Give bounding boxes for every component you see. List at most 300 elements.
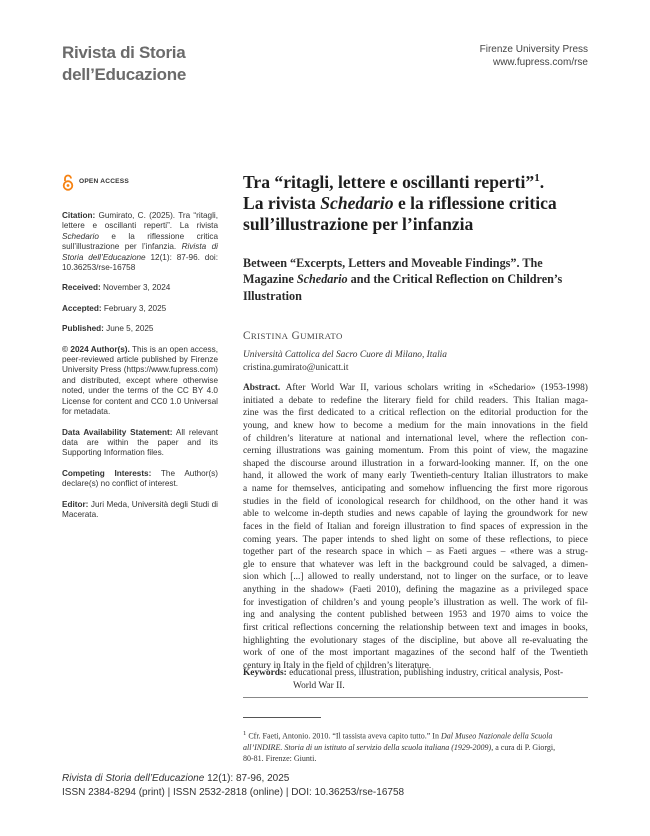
abstract-line (243, 470, 588, 483)
title-line-2-b: e la riflessione critica (393, 192, 557, 213)
abstract-word: of (297, 547, 306, 558)
abstract-word: how (319, 420, 336, 431)
abstract-word: on (434, 534, 445, 545)
abstract-word: new (572, 509, 588, 520)
abstract-word: of (508, 521, 517, 532)
abstract-word: name (251, 484, 273, 494)
abstract-word: the (403, 635, 415, 646)
footer-journal: Rivista di Storia dell’Educazione (62, 773, 205, 784)
abstract-line (243, 609, 588, 622)
abstract-word: the (277, 521, 290, 532)
abstract-word: the (312, 660, 327, 671)
abstract-word: where (484, 433, 508, 444)
abstract-word: The (522, 597, 538, 608)
abstract-word: main (467, 420, 487, 431)
abstract-word: the (293, 585, 306, 595)
abstract-word: salvaged, (512, 559, 548, 570)
abstract-line (243, 395, 588, 408)
abstract-word: point (472, 446, 493, 457)
abstract-word: childhood, (440, 496, 481, 507)
abstract-word: first (512, 484, 528, 494)
abstract-word: hand (539, 496, 559, 507)
abstract-word: become (353, 420, 383, 431)
abstract-word: and (377, 509, 392, 520)
footnote-line-3: 80-81. Firenze: Giunti. (243, 753, 317, 763)
citation-text-1: Gumirato, C. (2025). Tra “ritagli, lettere e oscillanti reperti”. La rivista (62, 211, 218, 231)
abstract-line (243, 420, 588, 433)
abstract-word: argues (471, 547, 497, 558)
title-line-1 (243, 168, 588, 193)
abstract-word: and (260, 610, 274, 621)
data-availability-block (62, 428, 218, 459)
abstract-word: work (243, 648, 263, 659)
abstract-word: in (407, 458, 415, 469)
abstract-word: writing (443, 383, 471, 393)
abstract-word: some (448, 534, 469, 545)
abstract-word: in (395, 559, 403, 570)
subtitle-line-2-a: Magazine (243, 272, 297, 287)
abstract-word: relationship (399, 622, 444, 633)
abstract-word: gle (243, 559, 255, 570)
abstract-word: in (387, 547, 395, 558)
abstract-word: illustrators (511, 471, 552, 482)
abstract-word: for (276, 484, 288, 494)
data-availability-label: Data Availability Statement: (62, 427, 173, 437)
abstract-word: to (358, 408, 366, 419)
abstract-word: on (543, 458, 553, 469)
abstract-word: was (573, 496, 588, 507)
abstract-word: 1970 (491, 610, 510, 621)
abstract-word: various (374, 383, 402, 393)
abstract-word: analysing (279, 610, 316, 621)
footnote-line-1 (243, 728, 588, 742)
abstract-word: of (390, 635, 399, 646)
abstract-line (243, 382, 588, 395)
abstract-word: to (556, 534, 564, 545)
abstract-word: aims (515, 610, 533, 621)
abstract-word: 2010), (376, 585, 401, 595)
received-date: November 3, 2024 (100, 283, 171, 293)
abstract-word: magazine (459, 585, 496, 595)
abstract-word: or (544, 572, 553, 583)
abstract-word: of (243, 433, 251, 444)
abstract-word: field (302, 496, 320, 507)
abstract-word: debate (288, 395, 313, 406)
abstract-line (243, 584, 588, 597)
title-line-2-a: La rivista (243, 192, 321, 213)
abstract-word: be (498, 559, 508, 570)
abstract-word: capable (419, 509, 448, 520)
abstract-word: between (411, 610, 444, 621)
abstract-word: of (520, 648, 529, 659)
abstract-word: people’s (408, 597, 440, 608)
abstract-word: Italian (483, 471, 508, 482)
abstract-word: concerning (337, 622, 379, 633)
abstract-word: medium (397, 420, 429, 431)
abstract-word: fil- (576, 597, 588, 608)
abstract-word: a (552, 559, 557, 570)
abstract-word: groundwork (507, 509, 553, 520)
abstract-word: critical (262, 622, 289, 633)
abstract-line (243, 508, 588, 521)
abstract-word: to (262, 509, 271, 520)
abstract-word: the (293, 635, 306, 646)
abstract-word: to (538, 610, 546, 621)
abstract-word: and (274, 420, 288, 431)
footer-line-1 (62, 772, 404, 786)
abstract-word: II, (360, 383, 369, 393)
abstract-word: in (281, 585, 289, 595)
abstract-word: the (312, 648, 325, 659)
abstract-word: this (454, 446, 468, 457)
abstract-word: the (557, 458, 570, 469)
abstract-word: half (500, 648, 516, 659)
abstract-word: shed (390, 534, 409, 545)
journal-name-line-2: dell’Educazione (62, 65, 186, 84)
abstract-line (243, 521, 588, 534)
abstract-word: the (499, 496, 511, 507)
abstract-line (243, 597, 588, 610)
abstract-word: understand, (379, 572, 423, 583)
abstract-word: production (515, 408, 557, 419)
abstract-word: readers. (478, 395, 509, 406)
abstract-word: was (263, 408, 278, 419)
abstract-word: work (326, 471, 347, 482)
abstract-word: cerning (243, 446, 272, 457)
abstract-word: for (438, 395, 450, 406)
received-label: Received: (62, 283, 101, 293)
subtitle-line-3: Illustration (243, 288, 302, 303)
author-affiliation-block (243, 349, 588, 374)
abstract-word: able (243, 509, 259, 520)
open-access-label: OPEN ACCESS (79, 178, 129, 186)
abstract-word: books, (563, 622, 588, 633)
abstract-word: illustration (404, 521, 445, 532)
abstract-line (243, 647, 588, 660)
abstract-word: of (315, 521, 323, 532)
abstract-word: a (279, 395, 284, 406)
abstract-word: together (243, 547, 274, 558)
abstract-word: the (286, 496, 298, 507)
abstract-word: illustration (443, 597, 485, 608)
abstract-word: in (476, 383, 484, 393)
abstract-word: expression (520, 521, 561, 532)
copyright-block (62, 345, 218, 418)
abstract-word: shaped (243, 458, 270, 469)
data-availability-text: All relevant data are within the paper and its Supporting Information files. (62, 427, 218, 458)
abstract-word: content (337, 610, 365, 621)
abstract-word: editorial (480, 408, 512, 419)
abstract-word: This (513, 395, 530, 406)
abstract-word: discipline, (419, 635, 459, 646)
abstract-word: After (285, 383, 306, 393)
abstract-word: as (436, 547, 444, 558)
abstract-word: momentum. (378, 446, 424, 457)
abstract-word: War (339, 383, 355, 393)
abstract-word: allowed (277, 471, 307, 482)
abstract-word: If, (530, 458, 539, 469)
abstract-word: manner. (495, 458, 526, 469)
abstract-word: on (481, 572, 491, 583)
citation-journal: Rivista di Storia dell’Educazione (62, 242, 218, 262)
article-title (243, 168, 588, 235)
abstract-word: more (532, 484, 552, 494)
abstract-word: for (434, 420, 445, 431)
abstract-word: in (551, 622, 559, 633)
abstract-word: ensure (271, 559, 296, 570)
abstract-label: Abstract. (243, 383, 281, 393)
publisher-name: Firenze University Press (479, 44, 588, 55)
abstract-word: faces (243, 521, 263, 532)
abstract-word: as (501, 585, 509, 595)
accepted-date: February 3, 2025 (101, 303, 167, 313)
abstract-word: re-evaluating (521, 635, 572, 646)
abstract-word: paper (321, 534, 343, 545)
title-line-3: sull’illustrazione per l’infanzia (243, 213, 474, 234)
abstract-word: above (480, 635, 503, 646)
abstract-word: scholars (407, 383, 439, 393)
abstract-line (243, 635, 588, 648)
keywords-label: Keywords: (243, 668, 287, 678)
article-subtitle (243, 255, 588, 304)
abstract-word: years. (275, 534, 298, 545)
abstract-word: the (452, 648, 465, 659)
abstract-word: field (293, 521, 311, 532)
abstract-word: The (302, 534, 318, 545)
open-access-icon (62, 174, 74, 191)
subtitle-line-2 (243, 271, 588, 287)
abstract-word: children’s (355, 660, 396, 671)
abstract-word: which (399, 547, 423, 558)
abstract-word: (1953-1998) (541, 383, 588, 393)
abstract-word: the (311, 471, 323, 482)
abstract-word: literature. (395, 660, 432, 671)
article-sidebar (62, 174, 218, 530)
abstract-word: the (442, 585, 455, 595)
abstract-word: Italian (327, 521, 351, 532)
accepted-label: Accepted: (62, 303, 102, 313)
abstract-word: well. (500, 597, 519, 608)
editor-label: Editor: (62, 499, 89, 509)
abstract-word: national (350, 433, 381, 444)
abstract-word: influencing (449, 484, 492, 494)
abstract-word: it (267, 471, 274, 482)
abstract-line (243, 433, 588, 446)
footnote-marker-title[interactable]: 1 (534, 172, 540, 184)
abstract-word: and (355, 521, 369, 532)
abstract-word: between (448, 622, 480, 633)
publisher-block (480, 43, 588, 69)
abstract-word: light (412, 534, 431, 545)
abstract-word: initiated (243, 395, 274, 406)
abstract-word: to (340, 420, 349, 431)
abstract-word: voice (550, 610, 572, 621)
abstract-word: the (407, 559, 420, 570)
abstract-word: and (472, 610, 486, 621)
abstract-word: forward-looking (428, 458, 491, 469)
abstract (243, 382, 588, 672)
abstract-word: and (363, 597, 377, 608)
editor-text: Juri Meda, Università degli Studi di Macerata. (62, 499, 218, 519)
abstract-word: in (266, 521, 274, 532)
citation-text-2: e la riflessione critica sull’illustrazione per l’infanzia. (62, 231, 218, 252)
abstract-word: a (370, 408, 375, 419)
abstract-word: text (483, 622, 498, 633)
open-access-badge (62, 174, 218, 191)
citation-italic: Schedario (62, 231, 99, 241)
abstract-word: not (426, 572, 439, 583)
author-last-rest: UMIRATO (300, 331, 343, 342)
keywords-text-1: educational press, illustration, publishing industry, critical analysis, Post- (289, 668, 564, 678)
abstract-word: the (576, 610, 588, 621)
citation-text-3: 12(1): 87-96. doi: 10.36253/rse-16758 (62, 252, 218, 273)
abstract-word: evolutionary (310, 635, 358, 646)
abstract-word: literary (383, 395, 411, 406)
abstract-word: the (576, 521, 588, 532)
abstract-line (243, 483, 588, 496)
abstract-word: magazines (394, 648, 435, 659)
abstract-word: studies (347, 509, 374, 520)
abstract-word: laying (463, 509, 488, 520)
abstract-word: to (318, 395, 326, 406)
abstract-word: international (405, 433, 453, 444)
abstract-word: young, (243, 420, 269, 431)
abstract-word: of (473, 534, 481, 545)
title-line-1-end: . (539, 171, 545, 192)
abstract-word: research (388, 496, 420, 507)
abstract-line (243, 571, 588, 584)
abstract-word: a (419, 458, 424, 469)
abstract-word: illustration (361, 458, 403, 469)
abstract-word: field (326, 660, 346, 671)
abstract-line (243, 534, 588, 547)
abstract-word: the (282, 408, 294, 419)
abstract-word: sion (243, 572, 259, 583)
abstract-word: surface, (510, 572, 541, 583)
abstract-word: view, (510, 446, 531, 457)
abstract-word: discourse (290, 458, 326, 469)
author-first-rest: RISTINA (250, 331, 289, 342)
author-affiliation: Università Cattolica del Sacro Cuore di Milano, Italia (243, 350, 447, 361)
keywords-divider (243, 697, 588, 698)
abstract-word: gaining (345, 446, 374, 457)
abstract-word: children’s (256, 433, 294, 444)
abstract-word: From (428, 446, 450, 457)
abstract-word: second (469, 648, 496, 659)
abstract-word: the (576, 408, 588, 419)
abstract-word: the (383, 622, 395, 633)
abstract-word: – (500, 547, 506, 558)
abstract-word: and (386, 433, 400, 444)
abstract-word: the (512, 433, 525, 444)
abstract-word: for (424, 496, 436, 507)
abstract-line (243, 458, 588, 471)
abstract-word: anything (243, 585, 276, 595)
abstract-word: for (560, 408, 572, 419)
abstract-word: reflection (409, 408, 446, 419)
published-date: June 5, 2025 (103, 324, 154, 334)
abstract-word: of (350, 471, 359, 482)
abstract-word: for (557, 509, 569, 520)
abstract-word: of (345, 660, 356, 671)
abstract-word: research (326, 547, 358, 558)
abstract-word: left (378, 559, 391, 570)
abstract-word: privileged (523, 585, 562, 595)
abstract-word: field (570, 420, 588, 431)
subtitle-line-1: Between “Excerpts, Letters and Moveable Findings”. The (243, 255, 543, 270)
footnote-text-2: , a cura di P. Giorgi, (491, 742, 556, 752)
competing-interests-label: Competing Interests: (62, 468, 152, 478)
abstract-word: reflections (293, 622, 333, 633)
title-line-2-italic: Schedario (320, 192, 394, 213)
abstract-word: in (540, 420, 549, 431)
abstract-word: dedicated (317, 408, 354, 419)
abstract-word: images (520, 622, 547, 633)
footer-issue: 12(1): 87-96, 2025 (204, 773, 290, 784)
copyright-label: © 2024 Author(s). (62, 344, 130, 354)
competing-interests-block (62, 469, 218, 490)
author-first-initial: C (243, 330, 251, 343)
abstract-word: spaces (479, 521, 505, 532)
abstract-word: first (298, 408, 314, 419)
abstract-word: hand, (243, 471, 264, 482)
abstract-word: highlighting (243, 635, 289, 646)
abstract-word: knew (293, 420, 314, 431)
abstract-word: of (267, 648, 276, 659)
journal-name (62, 42, 242, 86)
abstract-word: shadow» (310, 585, 345, 595)
abstract-word: level, (458, 433, 479, 444)
abstract-word: important (352, 648, 390, 659)
abstract-word: «there (510, 547, 534, 558)
footnote-divider (243, 717, 321, 718)
abstract-word: intends (347, 534, 375, 545)
abstract-word: Twentieth-century (410, 471, 480, 482)
abstract-word: really (353, 572, 375, 583)
abstract-word: to (259, 559, 267, 570)
abstract-word: to (449, 521, 457, 532)
abstract-word: «Schedario» (488, 383, 536, 393)
abstract-word: the (576, 635, 588, 646)
abstract-word: could (473, 559, 494, 570)
abstract-line (243, 622, 588, 635)
abstract-word: the (309, 547, 322, 558)
abstract-word: first (243, 622, 259, 633)
abstract-word: con- (571, 433, 588, 444)
abstract-word: field (415, 395, 434, 406)
footnote-italic-2: all’INDIRE. Storia di un istituto al servizio della scuola italiana (1929-2009) (243, 742, 492, 752)
abstract-word: other (515, 496, 536, 507)
abstract-word: Twentieth (550, 648, 588, 659)
abstract-word: and (390, 484, 404, 494)
abstract-word: find (460, 521, 476, 532)
abstract-word: the (366, 395, 379, 406)
abstract-word: of (564, 597, 573, 608)
abstract-word: space (567, 585, 588, 595)
abstract-word: to (556, 471, 564, 482)
author-email[interactable]: cristina.gumirato@unicatt.it (243, 362, 349, 373)
abstract-word: stages (362, 635, 386, 646)
abstract-word: investigation (257, 597, 307, 608)
abstract-word: as (488, 597, 497, 608)
abstract-word: Faeti (448, 547, 468, 558)
abstract-word: work (541, 597, 561, 608)
abstract-word: children’s (322, 597, 360, 608)
publisher-url[interactable]: www.fupress.com/rse (492, 57, 588, 68)
abstract-word: to (379, 534, 387, 545)
abstract-word: one (574, 458, 588, 469)
published-label: Published: (62, 324, 104, 334)
